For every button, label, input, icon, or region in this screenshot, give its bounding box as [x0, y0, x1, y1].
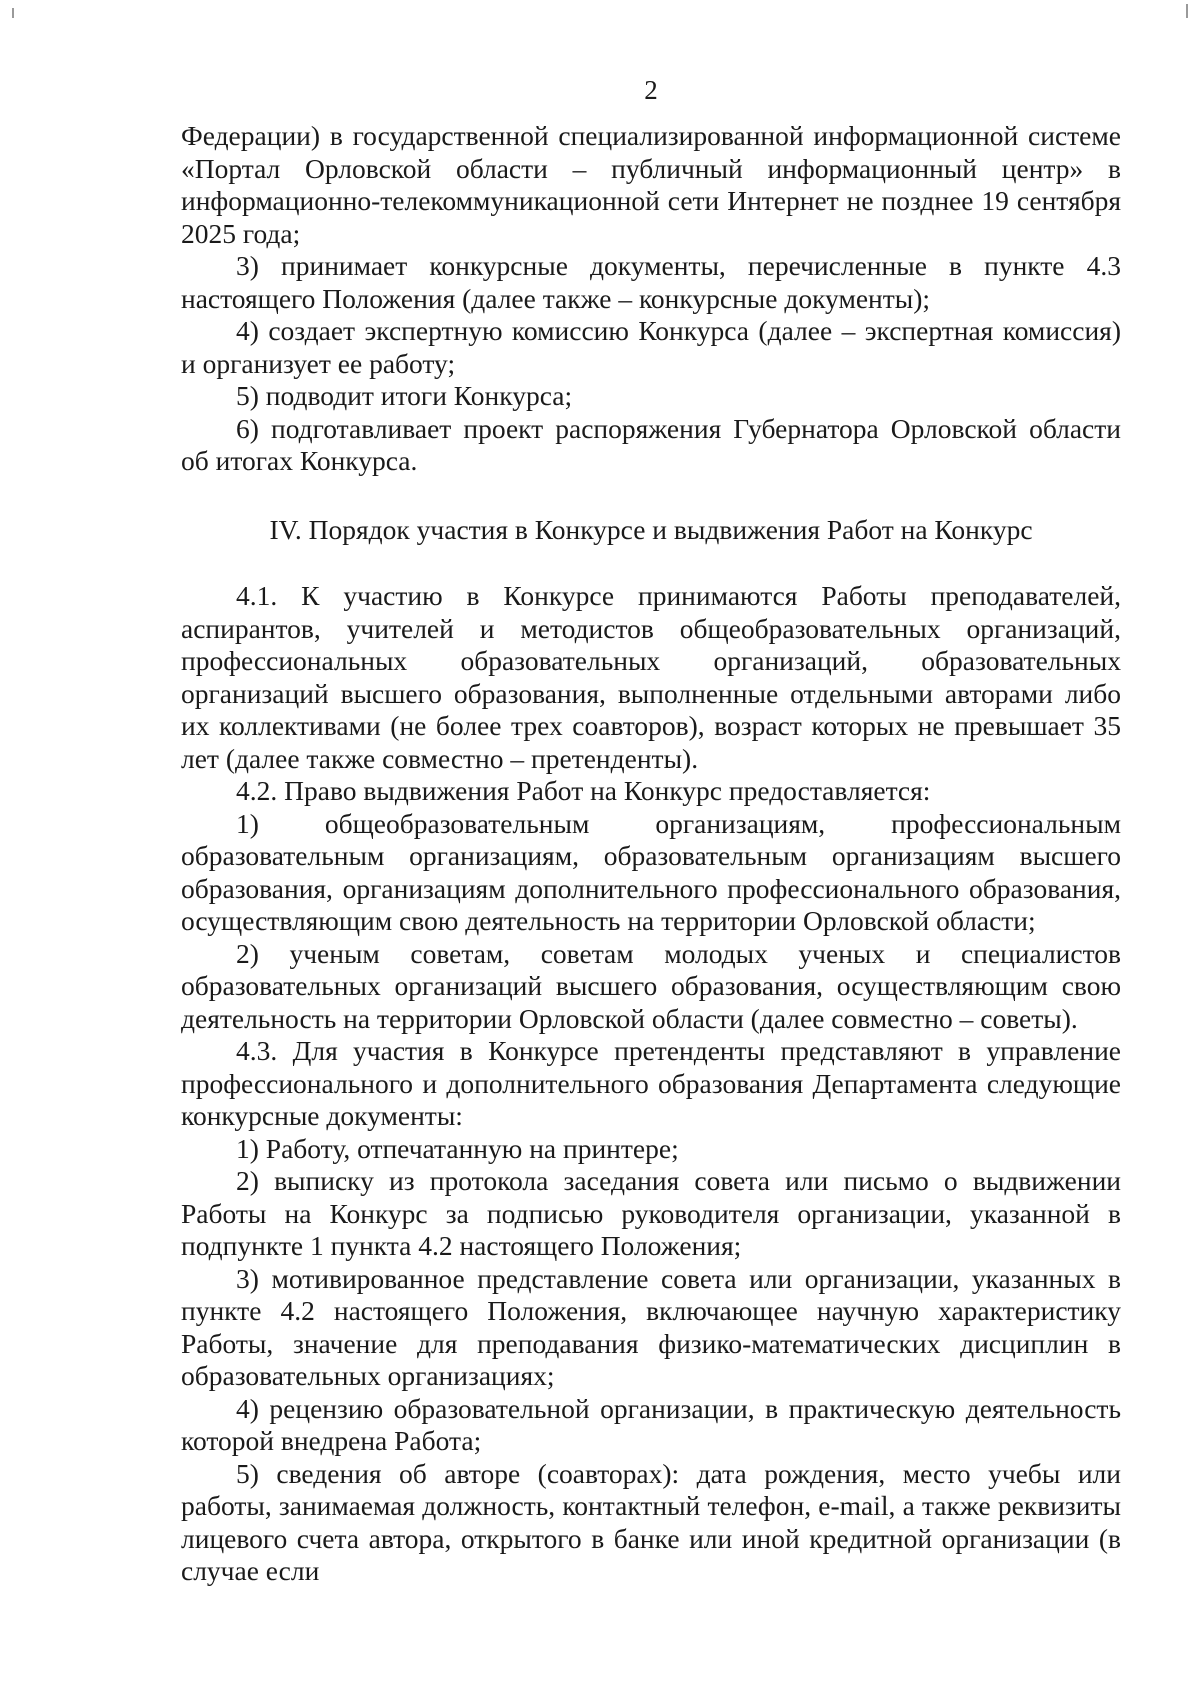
page-number: 2: [644, 75, 658, 105]
paragraphs-after-heading: [181, 580, 1121, 1588]
scan-mark: [12, 8, 14, 18]
paragraph: 4) создает экспертную комиссию Конкурса (далее – экспертная комиссия) и организует ее работу;: [181, 315, 1121, 379]
paragraph: 4.2. Право выдвижения Работ на Конкурс предоставляется:: [236, 775, 931, 806]
paragraph: 3) мотивированное представление совета или организации, указанных в пункте 4.2 настоящего Положения, включающее научную характеристику Работы, значение для преподавания физико-математических дисциплин в образовательных организациях;: [181, 1262, 1121, 1391]
paragraph: 3) принимает конкурсные документы, перечисленные в пункте 4.3 настоящего Положения (далее также – конкурсные документы);: [181, 250, 1121, 314]
paragraph: 4.3. Для участия в Конкурсе претенденты представляют в управление профессионального и дополнительного образования Департамента следующие конкурсные документы:: [181, 1035, 1121, 1131]
paragraph: 4) рецензию образовательной организации, в практическую деятельность которой внедрена Работа;: [181, 1392, 1121, 1456]
paragraph: 4.1. К участию в Конкурсе принимаются Работы преподавателей, аспирантов, учителей и методистов общеобразовательных организаций, профессиональных образовательных организаций, образовательных организаций высшего образования, выполненные отдельными авторами либо их коллективами (не более трех соавторов), возраст которых не превышает 35 лет (далее также совместно – претенденты).: [181, 580, 1121, 774]
paragraph: 5) подводит итоги Конкурса;: [236, 380, 573, 411]
paragraph: 6) подготавливает проект распоряжения Губернатора Орловской области об итогах Конкурса.: [181, 412, 1121, 476]
paragraph: 1) общеобразовательным организациям, профессиональным образовательным организациям, образовательным организациям высшего образования, организациям дополнительного профессионального образования, осуществляющим свою деятельность на территории Орловской области;: [181, 807, 1121, 936]
section-heading: IV. Порядок участия в Конкурсе и выдвижения Работ на Конкурс: [269, 513, 1033, 545]
paragraph: Федерации) в государственной специализированной информационной системе «Портал Орловской области – публичный информационный центр» в информационно-телекоммуникационной сети Интернет не позднее 19 сентября 2025 года;: [181, 120, 1121, 249]
paragraph: 2) выписку из протокола заседания совета или письмо о выдвижении Работы на Конкурс за подписью руководителя организации, указанной в подпункте 1 пункта 4.2 настоящего Положения;: [181, 1165, 1121, 1261]
paragraph: 2) ученым советам, советам молодых ученых и специалистов образовательных организаций высшего образования, осуществляющим свою деятельность на территории Орловской области (далее совместно – советы).: [181, 937, 1121, 1034]
scan-mark: [1186, 4, 1188, 18]
paragraphs-before-heading: [181, 120, 1121, 478]
document-body: [181, 120, 1121, 1588]
paragraph: 1) Работу, отпечатанную на принтере;: [236, 1132, 679, 1164]
paragraph: 5) сведения об авторе (соавторах): дата рождения, место учебы или работы, занимаемая должность, контактный телефон, e-mail, а также реквизиты лицевого счета автора, открытого в банке или иной кредитной организации (в случае если: [181, 1457, 1121, 1586]
